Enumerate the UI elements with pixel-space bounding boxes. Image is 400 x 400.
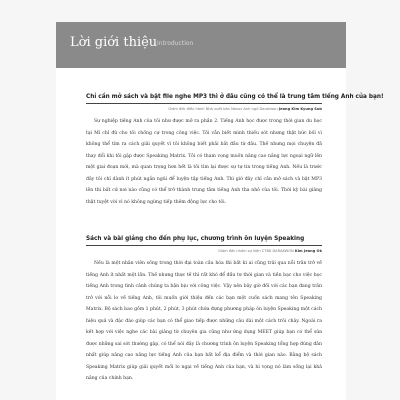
section2-body <box>86 258 322 385</box>
section1-title: Chỉ cần mở sách và bật file nghe MP3 thì ở đâu cũng có thể là trung tâm tiếng Anh của bạn! <box>86 92 384 100</box>
section2-rule <box>86 245 322 246</box>
section1-attribution-name: Jeong Kim Kyung Sub <box>278 107 322 111</box>
section1-attribution <box>86 107 322 111</box>
page-title: Lời giới thiệu <box>70 35 158 50</box>
section1-paragraph: Sự nghiệp tiếng Anh của tôi như được mở ra phần 2. Tiếng Anh học được trong thời gian du học tại Mĩ chỉ đủ cho tôi chống cự trong công việc. Tôi vẫn biết mình thiếu sót nhưng thật bức bối vì không thể tìm ra cách giải quyết vì tôi không biết phải bắt đầu từ đâu. Thế nhưng mọi chuyện đã thay đổi khi tôi gặp được Speaking Matrix. Tôi có tham vọng muốn nâng cao năng lực ngoại ngữ lên một giai đoạn mới, mà quan trọng hơn hết là tôi tìm lại được sự tự tin trong tiếng Anh. Nếu là trước đây tôi chỉ dành ít phút ngắn ngủi để luyện tập tiếng Anh. Thì giờ đây chỉ cần mở sách và bật MP3 lên thì bất cứ nơi nào cũng có thể trở thành trung tâm tiếng Anh tha nhỏ của tôi. Thời kỳ bài giảng thật tuyệt vời vì nó không ngừng tiếp thêm động lực cho tôi. <box>86 119 322 205</box>
section1-rule <box>86 103 322 104</box>
section2-title: Sách và bài giảng cho đến phụ lục, chương trình ôn luyện Speaking <box>86 234 305 242</box>
section2-attribution <box>86 249 322 253</box>
page-subtitle: Introduction <box>157 40 194 47</box>
section1-body <box>86 116 322 208</box>
section2-paragraph: Nếu là một nhân viên sống trong thời đại toàn cầu hóa thì bất kì ai cũng trải qua nỗi trăn trở về tiếng Anh ít nhất một lần. Thế nhưng thực tế thì rất khó để đầu tư thời gian và tiền bạc cho việc học tiếng Anh trong tình cảnh chúng ta bận bịu với công việc. Vậy nên bây giờ đối với các bạn đang trăn trở với nỗi lo về tiếng Anh, tôi muốn giới thiệu đến các bạn một cuốn sách mang tên Speaking Matrix. Bộ sách bao gồm 1 phút, 2 phút, 3 phút chứa đựng phương pháp ôn luyện Speaking một cách hiệu quả và đặc đáo giúp các bạn có thể giao tiếp được những câu dài một cách trôi chảy. Ngoài ra kết hợp với việc nghe các bài giảng từ chuyên gia cũng như ứng dụng MEET giúp bạn có thể sửa được những sai sót thường gặp, có thể nói đây là chương trình ôn luyện Speaking tổng hợp đúng đắn nhất giúp nâng cao năng lực tiếng Anh của bạn bất kể địa điểm và thời gian nào. Bằng bộ sách Speaking Matrix giúp giải quyết mối lo ngại về tiếng Anh của bạn, và hi vọng nó làm sống lại khả năng của chính bạn. <box>86 261 322 381</box>
book-page <box>56 22 384 400</box>
section2-attribution-role: Giám đốc nhóm sự kiện CTBK DARAKWON <box>218 249 294 253</box>
page-header <box>56 22 346 68</box>
section2-attribution-name: Kim Jeong Ok <box>294 249 322 253</box>
section1-attribution-role: Giám đốc điều hành Nhà xuất bản Nexus Anh ngữ Darakwon <box>168 107 278 111</box>
